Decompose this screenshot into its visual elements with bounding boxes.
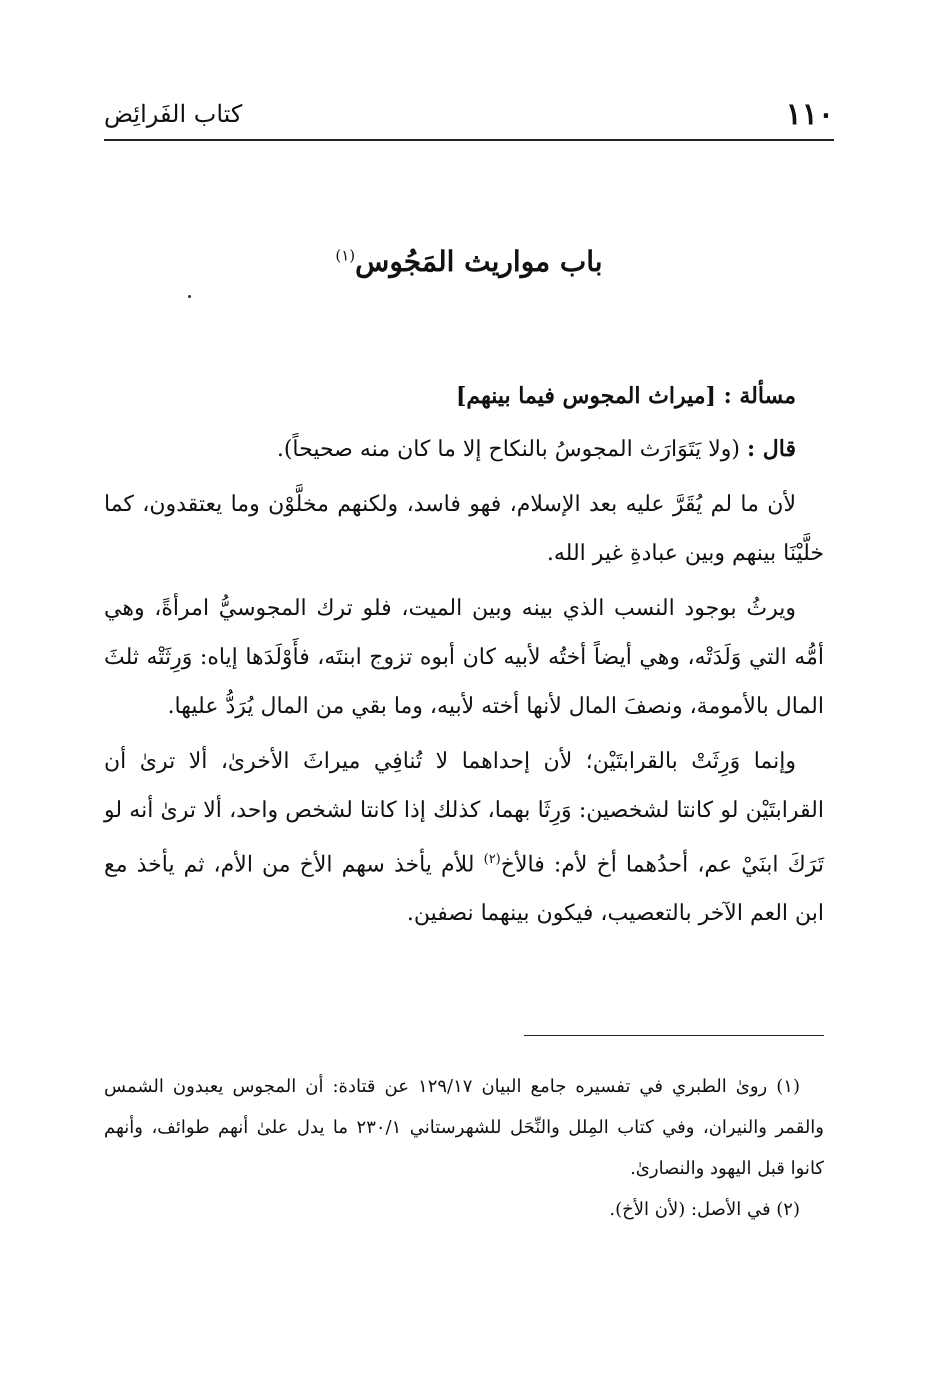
main-text: [104, 372, 824, 944]
footnote-2: (٢) في الأصل: (لأن الأخ).: [609, 1199, 800, 1220]
chapter-title-text: باب مواريث المَجُوس: [355, 245, 603, 278]
stray-mark: [188, 295, 191, 298]
footnote-ref-2: (٢): [483, 852, 501, 867]
issue-heading: [104, 372, 824, 421]
chapter-title: [104, 245, 834, 278]
footnote-ref-1: (١): [335, 246, 356, 265]
quote-text: (ولا يَتَوَارَث المجوسُ بالنكاح إلا ما كان منه صحيحاً).: [276, 437, 741, 462]
header-rule: [104, 139, 834, 141]
page-header: [104, 92, 834, 136]
footnotes: [104, 1066, 824, 1230]
footnote-separator: [524, 1035, 824, 1036]
paragraph-2: ويرثُ بوجود النسب الذي بينه وبين الميت، فلو ترك المجوسيُّ امرأةً، وهي أمُّه التي وَلَدَتْه، وهي أيضاً أختُه لأبيه كان أبوه تزوج ابنتَه، فأَوْلَدَها إياه: وَرِثَتْه ثلثَ المال بالأمومة، ونصفَ المال لأنها أخته لأبيه، وما بقي من المال يُرَدُّ عليها.: [104, 596, 824, 719]
paragraph-3: [104, 737, 824, 938]
quote-paragraph: [104, 425, 824, 474]
issue-label: مسألة :: [723, 383, 796, 409]
paragraph-1: لأن ما لم يُقَرَّ عليه بعد الإسلام، فهو فاسد، ولكنهم مخلَّوْن وما يعتقدون، كما خلَّيْنَا بينهم وبين عبادةِ غير الله.: [104, 492, 824, 566]
footnote-1: (١) رویٰ الطبري في تفسيره جامع البيان ١٢٩/١٧ عن قتادة: أن المجوس يعبدون الشمس والقمر والنيران، وفي كتاب المِلل والنِّحَل للشهرستاني ٢٣٠/١ ما يدل علىٰ أنهم طوائف، وأنهم كانوا قبل اليهود والنصارىٰ.: [104, 1076, 824, 1179]
paragraph-3-part1: وإنما وَرِثَتْ بالقرابتَيْن؛ لأن إحداهما لا تُنافِي ميراثَ الأخرىٰ، ألا ترىٰ أن القرابتَيْن لو كانتا لشخصين: وَرِثَا بهما، كذلك إذا كانتا لشخص واحد، ألا ترىٰ أنه لو تَرَكَ ابنَيْ عم، أحدُهما أخ لأم: فالأخ: [104, 749, 825, 878]
page-number: ١١٠: [785, 96, 834, 132]
running-title: كتاب الفَرائِض: [104, 100, 243, 128]
issue-topic: [ميراث المجوس فيما بينهم]: [456, 383, 716, 409]
quote-label: قال :: [747, 436, 796, 462]
paragraph-3-part2: للأم يأخذ سهم الأخ من الأم، ثم يأخذ مع ابن العم الآخر بالتعصيب، فيكون بينهما نصفين.: [104, 852, 824, 927]
